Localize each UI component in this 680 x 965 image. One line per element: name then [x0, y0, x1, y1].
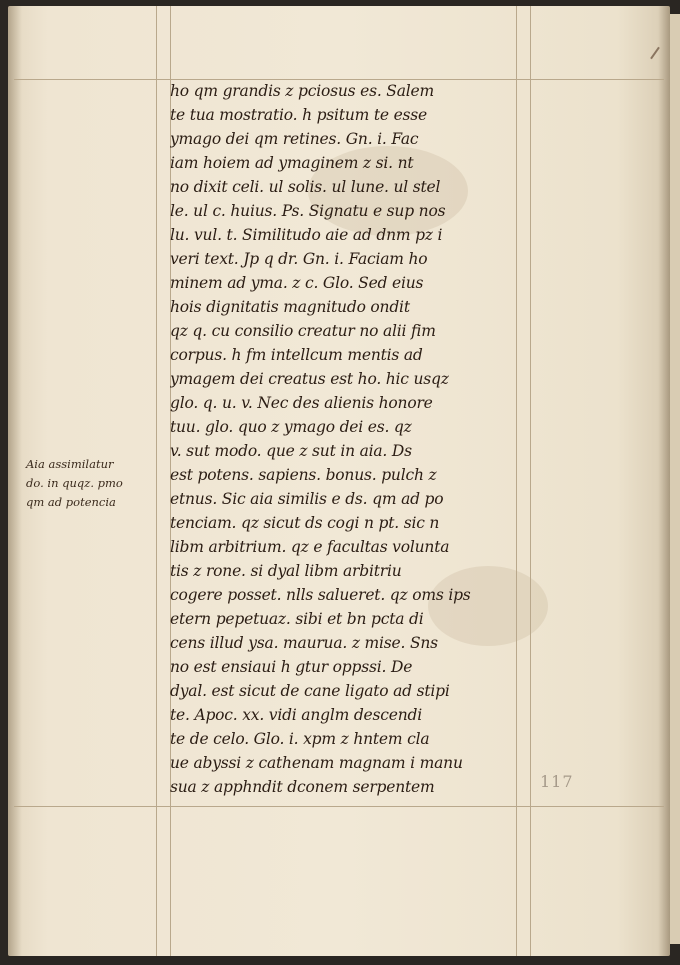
- folio-number: 117: [540, 772, 574, 791]
- text-line: no dixit celi. ul solis. ul lune. ul stel: [170, 178, 441, 196]
- text-line: etnus. Sic aia similis e ds. qm ad po: [170, 490, 444, 508]
- text-line: le. ul c. huius. Ps. Signatu e sup nos: [170, 202, 446, 220]
- ruling-line-vertical: [530, 6, 531, 956]
- margin-note-line: qm ad potencia: [26, 495, 116, 509]
- text-line: v. sut modo. que z sut in aia. Ds: [170, 442, 412, 460]
- ruling-line-horizontal: [14, 806, 664, 807]
- text-line: corpus. h fm intellcum mentis ad: [170, 346, 423, 364]
- text-line: te de celo. Glo. i. xpm z hntem cla: [170, 730, 430, 748]
- text-line: te. Apoc. xx. vidi anglm descendi: [170, 706, 422, 724]
- ruling-line-vertical: [156, 6, 157, 956]
- text-line: ymago dei qm retines. Gn. i. Fac: [170, 130, 419, 148]
- text-line: cogere posset. nlls salueret. qz oms ips: [170, 586, 471, 604]
- text-line: ue abyssi z cathenam magnam i manu: [170, 754, 463, 772]
- margin-note-line: do. in quqz. pmo: [26, 476, 123, 490]
- text-line: te tua mostratio. h psitum te esse: [170, 106, 428, 124]
- text-line: etern pepetuaz. sibi et bn pcta di: [170, 610, 424, 628]
- text-line: tenciam. qz sicut ds cogi n pt. sic n: [170, 514, 440, 532]
- text-line: minem ad yma. z c. Glo. Sed eius: [170, 274, 424, 292]
- text-line: dyal. est sicut de cane ligato ad stipi: [170, 682, 450, 700]
- text-line: libm arbitrium. qz e facultas volunta: [170, 538, 450, 556]
- text-line: ymagem dei creatus est ho. hic usqz: [170, 370, 449, 388]
- text-line: lu. vul. t. Similitudo aie ad dnm pz i: [170, 226, 443, 244]
- text-line: est potens. sapiens. bonus. pulch z: [170, 466, 437, 484]
- text-line: tuu. glo. quo z ymago dei es. qz: [170, 418, 412, 436]
- text-line: glo. q. u. v. Nec des alienis honore: [170, 394, 433, 412]
- text-line: no est ensiaui h gtur oppssi. De: [170, 658, 413, 676]
- text-line: qz q. cu consilio creatur no alii fim: [170, 322, 436, 340]
- text-line: cens illud ysa. maurua. z mise. Sns: [170, 634, 438, 652]
- gutter-shadow: [8, 6, 22, 956]
- margin-note-line: Aia assimilatur: [26, 457, 114, 471]
- text-line: tis z rone. si dyal libm arbitriu: [170, 562, 402, 580]
- text-line: ho qm grandis z pciosus es. Salem: [170, 82, 434, 100]
- text-line: sua z apphndit dconem serpentem: [170, 778, 435, 796]
- text-line: veri text. Jp q dr. Gn. i. Faciam ho: [170, 250, 428, 268]
- text-line: hois dignitatis magnitudo ondit: [170, 298, 410, 316]
- page-edge-shadow: [658, 6, 670, 956]
- text-line: iam hoiem ad ymaginem z si. nt: [170, 154, 414, 172]
